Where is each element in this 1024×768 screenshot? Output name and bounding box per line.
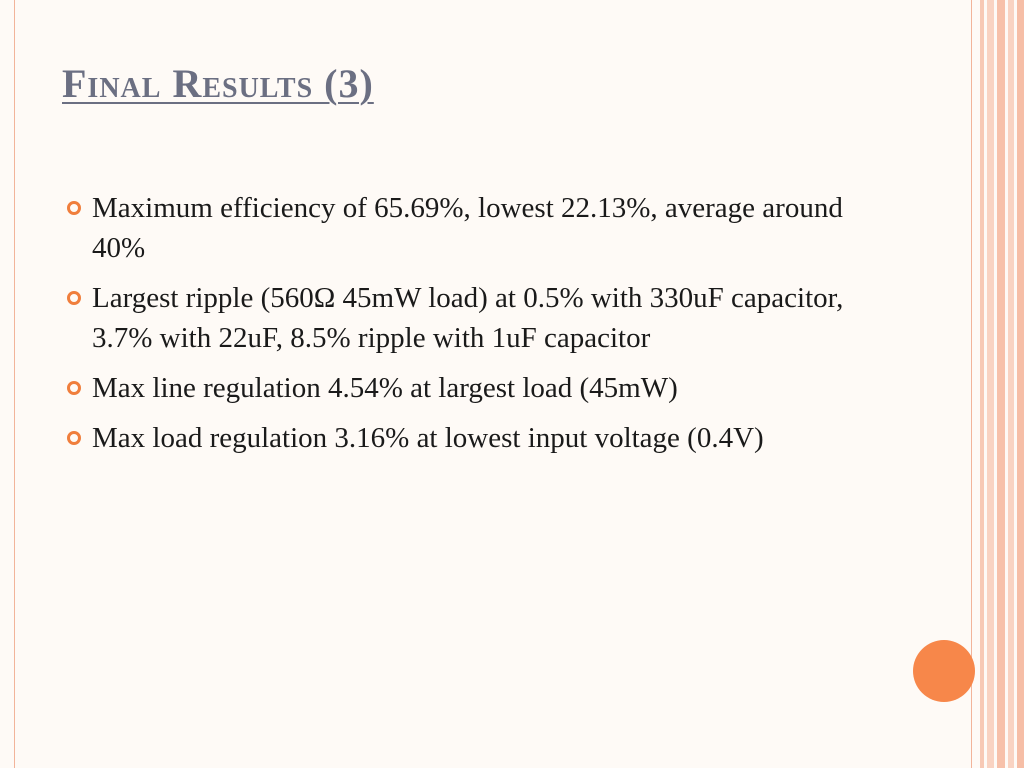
orange-circle-decoration [913,640,975,702]
ring-bullet-icon [67,431,81,445]
bullet-item [62,188,882,268]
bullet-text: Max load regulation 3.16% at lowest input voltage (0.4V) [92,422,764,454]
decorative-stripe [987,0,994,768]
decorative-stripe [997,0,1005,768]
bullet-item [62,418,882,458]
ring-bullet-icon [67,381,81,395]
bullet-item [62,278,882,358]
slide-title: Final Results (3) [62,61,374,106]
bullet-list [62,188,882,468]
ring-bullet-icon [67,201,81,215]
ring-bullet-icon [67,291,81,305]
decorative-stripe [1008,0,1014,768]
bullet-text: Maximum efficiency of 65.69%, lowest 22.13%, average around 40% [92,192,843,264]
decorative-stripe [980,0,984,768]
bullet-item [62,368,882,408]
bullet-text: Max line regulation 4.54% at largest load (45mW) [92,372,678,404]
decorative-stripe [1017,0,1024,768]
bullet-text: Largest ripple (560Ω 45mW load) at 0.5% with 330uF capacitor, 3.7% with 22uF, 8.5% ripple with 1uF capacitor [92,282,844,354]
